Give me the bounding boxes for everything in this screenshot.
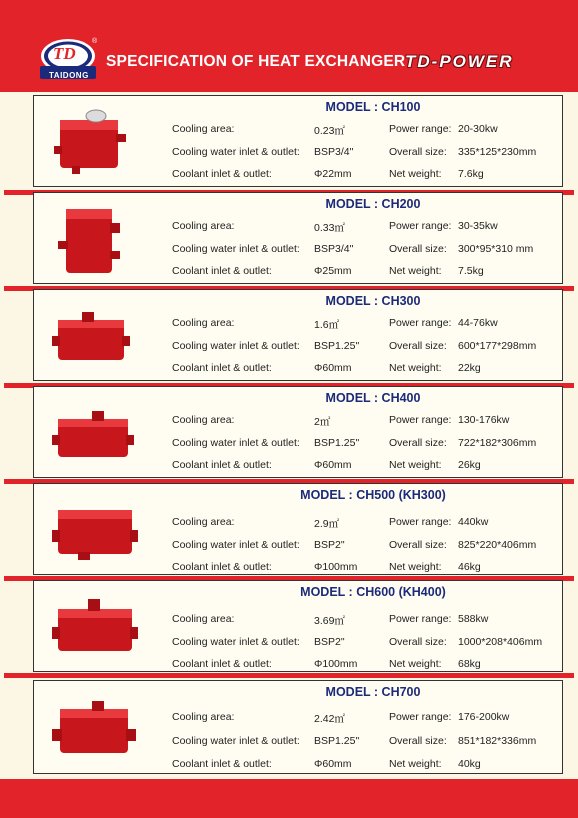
- cooling-water-label: Cooling water inlet & outlet:: [172, 437, 300, 449]
- heat-exchanger-image: [52, 201, 130, 277]
- model-card: [33, 483, 563, 575]
- cooling-area-label: Cooling area:: [172, 711, 235, 723]
- model-title: MODEL : CH300: [325, 294, 421, 308]
- heat-exchanger-image: [52, 106, 130, 178]
- power-range-label: Power range:: [389, 317, 452, 329]
- net-weight-value: 40kg: [458, 758, 481, 770]
- model-card: [33, 192, 563, 284]
- cooling-water-label: Cooling water inlet & outlet:: [172, 539, 300, 551]
- net-weight-value: 68kg: [458, 658, 481, 670]
- coolant-value: Φ100mm: [314, 658, 358, 670]
- overall-size-label: Overall size:: [389, 437, 447, 449]
- coolant-label: Coolant inlet & outlet:: [172, 459, 272, 471]
- net-weight-label: Net weight:: [389, 168, 442, 180]
- model-title: MODEL : CH100: [325, 100, 421, 114]
- overall-size-value: 851*182*336mm: [458, 735, 537, 747]
- power-range-value: 176-200kw: [458, 711, 510, 723]
- net-weight-value: 22kg: [458, 362, 481, 374]
- power-range-label: Power range:: [389, 123, 452, 135]
- cooling-water-label: Cooling water inlet & outlet:: [172, 340, 300, 352]
- cooling-water-value: BSP2": [314, 539, 345, 551]
- model-title: MODEL : CH500 (KH300): [300, 488, 446, 502]
- cooling-water-value: BSP3/4": [314, 243, 354, 255]
- cooling-area-value: 2.9㎡: [314, 518, 340, 530]
- power-range-value: 30-35kw: [458, 220, 498, 232]
- heat-exchanger-image: [52, 308, 132, 368]
- model-card: [33, 95, 563, 187]
- model-title: MODEL : CH700: [325, 685, 421, 699]
- net-weight-label: Net weight:: [389, 658, 442, 670]
- coolant-label: Coolant inlet & outlet:: [172, 168, 272, 180]
- cooling-water-value: BSP2": [314, 636, 345, 648]
- footer-band: [0, 779, 578, 818]
- cooling-water-label: Cooling water inlet & outlet:: [172, 735, 300, 747]
- cooling-water-value: BSP1.25": [314, 340, 360, 352]
- power-range-value: 588kw: [458, 613, 489, 625]
- cooling-area-value: 2㎡: [314, 416, 331, 428]
- cooling-area-label: Cooling area:: [172, 516, 235, 528]
- overall-size-label: Overall size:: [389, 340, 447, 352]
- cooling-area-label: Cooling area:: [172, 613, 235, 625]
- cooling-area-label: Cooling area:: [172, 220, 235, 232]
- coolant-value: Φ60mm: [314, 362, 352, 374]
- power-range-label: Power range:: [389, 220, 452, 232]
- cooling-area-label: Cooling area:: [172, 414, 235, 426]
- coolant-label: Coolant inlet & outlet:: [172, 265, 272, 277]
- model-title: MODEL : CH400: [325, 391, 421, 405]
- heat-exchanger-image: [52, 697, 136, 761]
- cooling-water-label: Cooling water inlet & outlet:: [172, 636, 300, 648]
- coolant-value: Φ100mm: [314, 561, 358, 573]
- power-range-value: 440kw: [458, 516, 489, 528]
- heat-exchanger-image: [52, 498, 138, 564]
- power-range-value: 20-30kw: [458, 123, 498, 135]
- power-range-value: 130-176kw: [458, 414, 510, 426]
- net-weight-value: 7.5kg: [458, 265, 484, 277]
- coolant-value: Φ60mm: [314, 758, 352, 770]
- page-title: SPECIFICATION OF HEAT EXCHANGER: [106, 53, 406, 70]
- cooling-area-value: 0.33㎡: [314, 222, 345, 234]
- net-weight-label: Net weight:: [389, 362, 442, 374]
- coolant-label: Coolant inlet & outlet:: [172, 561, 272, 573]
- overall-size-label: Overall size:: [389, 735, 447, 747]
- power-range-value: 44-76kw: [458, 317, 498, 329]
- power-range-label: Power range:: [389, 613, 452, 625]
- coolant-label: Coolant inlet & outlet:: [172, 658, 272, 670]
- cooling-area-value: 0.23㎡: [314, 125, 345, 137]
- cooling-water-value: BSP1.25": [314, 735, 360, 747]
- model-title: MODEL : CH600 (KH400): [300, 585, 446, 599]
- cooling-area-label: Cooling area:: [172, 123, 235, 135]
- coolant-label: Coolant inlet & outlet:: [172, 758, 272, 770]
- overall-size-label: Overall size:: [389, 243, 447, 255]
- heat-exchanger-image: [52, 595, 138, 661]
- net-weight-label: Net weight:: [389, 459, 442, 471]
- net-weight-value: 7.6kg: [458, 168, 484, 180]
- net-weight-label: Net weight:: [389, 758, 442, 770]
- model-card: [33, 580, 563, 672]
- model-card: [33, 680, 563, 774]
- coolant-value: Φ25mm: [314, 265, 352, 277]
- model-title: MODEL : CH200: [325, 197, 421, 211]
- registered-mark: ®: [92, 38, 98, 45]
- overall-size-label: Overall size:: [389, 539, 447, 551]
- cooling-water-value: BSP3/4": [314, 146, 354, 158]
- cooling-water-label: Cooling water inlet & outlet:: [172, 146, 300, 158]
- overall-size-label: Overall size:: [389, 636, 447, 648]
- cooling-area-value: 3.69㎡: [314, 615, 345, 627]
- net-weight-value: 46kg: [458, 561, 481, 573]
- cooling-area-value: 2.42㎡: [314, 713, 345, 725]
- separator-bar: [4, 673, 574, 678]
- overall-size-label: Overall size:: [389, 146, 447, 158]
- cooling-area-label: Cooling area:: [172, 317, 235, 329]
- logo-name: TAIDONG: [49, 71, 89, 80]
- coolant-label: Coolant inlet & outlet:: [172, 362, 272, 374]
- cooling-area-value: 1.6㎡: [314, 319, 340, 331]
- logo-monogram: TD: [53, 44, 76, 63]
- cooling-water-label: Cooling water inlet & outlet:: [172, 243, 300, 255]
- net-weight-label: Net weight:: [389, 265, 442, 277]
- net-weight-label: Net weight:: [389, 561, 442, 573]
- overall-size-value: 825*220*406mm: [458, 539, 537, 551]
- heat-exchanger-image: [52, 405, 134, 465]
- coolant-value: Φ60mm: [314, 459, 352, 471]
- model-card: [33, 386, 563, 478]
- model-card: [33, 289, 563, 381]
- overall-size-value: 1000*208*406mm: [458, 636, 543, 648]
- brand-name: TD-POWER: [405, 52, 514, 71]
- power-range-label: Power range:: [389, 711, 452, 723]
- overall-size-value: 335*125*230mm: [458, 146, 537, 158]
- overall-size-value: 722*182*306mm: [458, 437, 537, 449]
- overall-size-value: 300*95*310 mm: [458, 243, 534, 255]
- net-weight-value: 26kg: [458, 459, 481, 471]
- coolant-value: Φ22mm: [314, 168, 352, 180]
- power-range-label: Power range:: [389, 516, 452, 528]
- power-range-label: Power range:: [389, 414, 452, 426]
- overall-size-value: 600*177*298mm: [458, 340, 537, 352]
- cooling-water-value: BSP1.25": [314, 437, 360, 449]
